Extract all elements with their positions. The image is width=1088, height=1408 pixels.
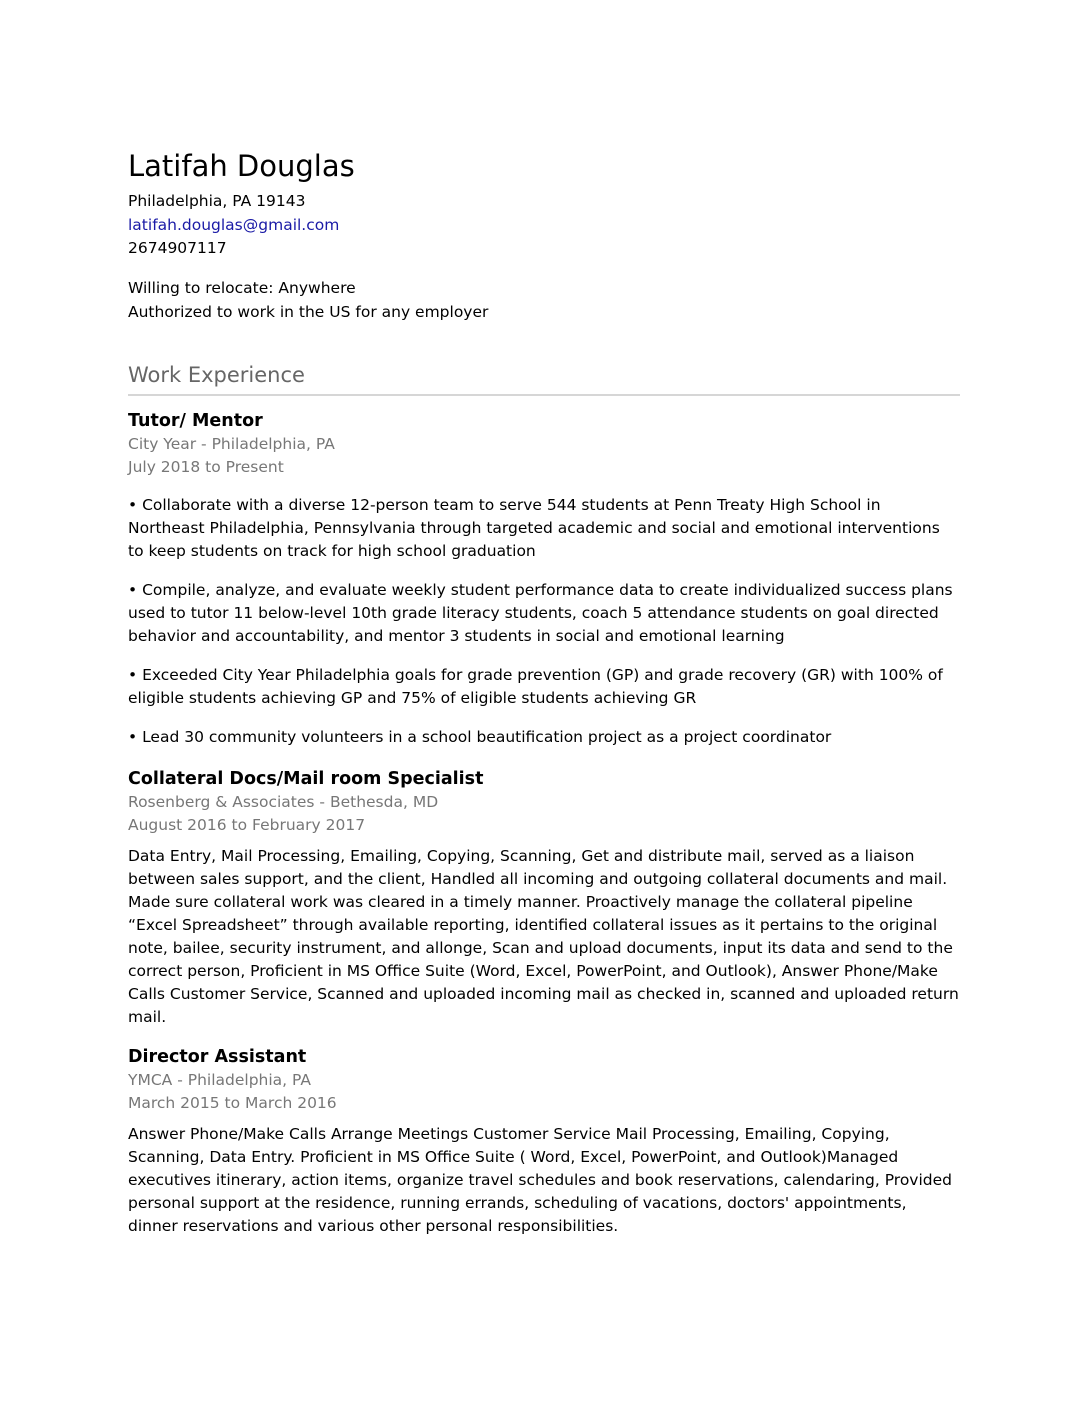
job-entry bbox=[128, 1045, 960, 1238]
job-entry bbox=[128, 767, 960, 1029]
job-company-line bbox=[128, 791, 960, 814]
job-bullet: • Lead 30 community volunteers in a school beautification project as a project coordinator bbox=[128, 728, 832, 746]
job-company: City Year bbox=[128, 435, 197, 453]
job-company: YMCA bbox=[128, 1071, 173, 1089]
candidate-name: Latifah Douglas bbox=[128, 149, 355, 183]
job-title: Director Assistant bbox=[128, 1047, 307, 1067]
job-company: Rosenberg & Associates bbox=[128, 793, 315, 811]
relocate-text: Willing to relocate: Anywhere bbox=[128, 279, 356, 297]
phone-text: 2674907117 bbox=[128, 239, 227, 257]
work-experience-heading: Work Experience bbox=[128, 363, 305, 387]
authorization-text: Authorized to work in the US for any employer bbox=[128, 302, 489, 321]
job-dates: July 2018 to Present bbox=[128, 458, 284, 476]
job-description: Data Entry, Mail Processing, Emailing, Copying, Scanning, Get and distribute mail, served as a liaison between sales support, and the client, Handled all incoming and outgoing collateral documents and mail. Made sure collateral work was cleared in a timely manner. Proactively manage the collateral pipeline “Excel Spreadsheet” through available reporting, identified collateral issues as it pertains to the original note, bailee, security instrument, and allonge, Scan and upload documents, input its data and send to the correct person, Proficient in MS Office Suite (Word, Excel, PowerPoint, and Outlook), Answer Phone/Make Calls Customer Service, Scanned and uploaded incoming mail as checked in, scanned and uploaded return mail. bbox=[128, 847, 959, 1026]
contact-info bbox=[128, 190, 339, 261]
job-location: Bethesda, MD bbox=[329, 793, 439, 811]
meta-separator: - bbox=[314, 793, 330, 811]
job-dates: March 2015 to March 2016 bbox=[128, 1094, 337, 1112]
job-title: Collateral Docs/Mail room Specialist bbox=[128, 769, 484, 789]
job-bullet: • Collaborate with a diverse 12-person team to serve 544 students at Penn Treaty High School in Northeast Philadelphia, Pennsylvania through targeted academic and social and emotional interventions to keep students on track for high school graduation bbox=[128, 496, 940, 560]
job-title: Tutor/ Mentor bbox=[128, 411, 263, 431]
meta-separator: - bbox=[172, 1071, 188, 1089]
job-description: Answer Phone/Make Calls Arrange Meetings Customer Service Mail Processing, Emailing, Copying, Scanning, Data Entry. Proficient in MS Office Suite ( Word, Excel, PowerPoint, and Outlook)Managed executives itinerary, action items, organize travel schedules and book reservations, calendaring, Provided personal support at the residence, running errands, scheduling of vacations, doctors' appointments, dinner reservations and various other personal responsibilities. bbox=[128, 1125, 952, 1235]
job-bullets bbox=[128, 494, 960, 749]
location-text: Philadelphia, PA 19143 bbox=[128, 192, 306, 210]
job-entry bbox=[128, 409, 960, 765]
meta-separator: - bbox=[196, 435, 212, 453]
job-company-line bbox=[128, 433, 960, 456]
section-divider bbox=[128, 394, 960, 396]
job-location: Philadelphia, PA bbox=[187, 1071, 311, 1089]
work-preferences bbox=[128, 277, 488, 324]
email-link[interactable]: latifah.douglas@gmail.com bbox=[128, 215, 340, 234]
job-bullet: • Exceeded City Year Philadelphia goals for grade prevention (GP) and grade recovery (GR) with 100% of eligible students achieving GP and 75% of eligible students achieving GR bbox=[128, 666, 943, 707]
job-location: Philadelphia, PA bbox=[211, 435, 335, 453]
job-bullet: • Compile, analyze, and evaluate weekly student performance data to create individualized success plans used to tutor 11 below-level 10th grade literacy students, coach 5 attendance students on goal directed behavior and accountability, and mentor 3 students in social and emotional learning bbox=[128, 581, 953, 645]
job-dates: August 2016 to February 2017 bbox=[128, 816, 366, 834]
job-company-line bbox=[128, 1069, 960, 1092]
